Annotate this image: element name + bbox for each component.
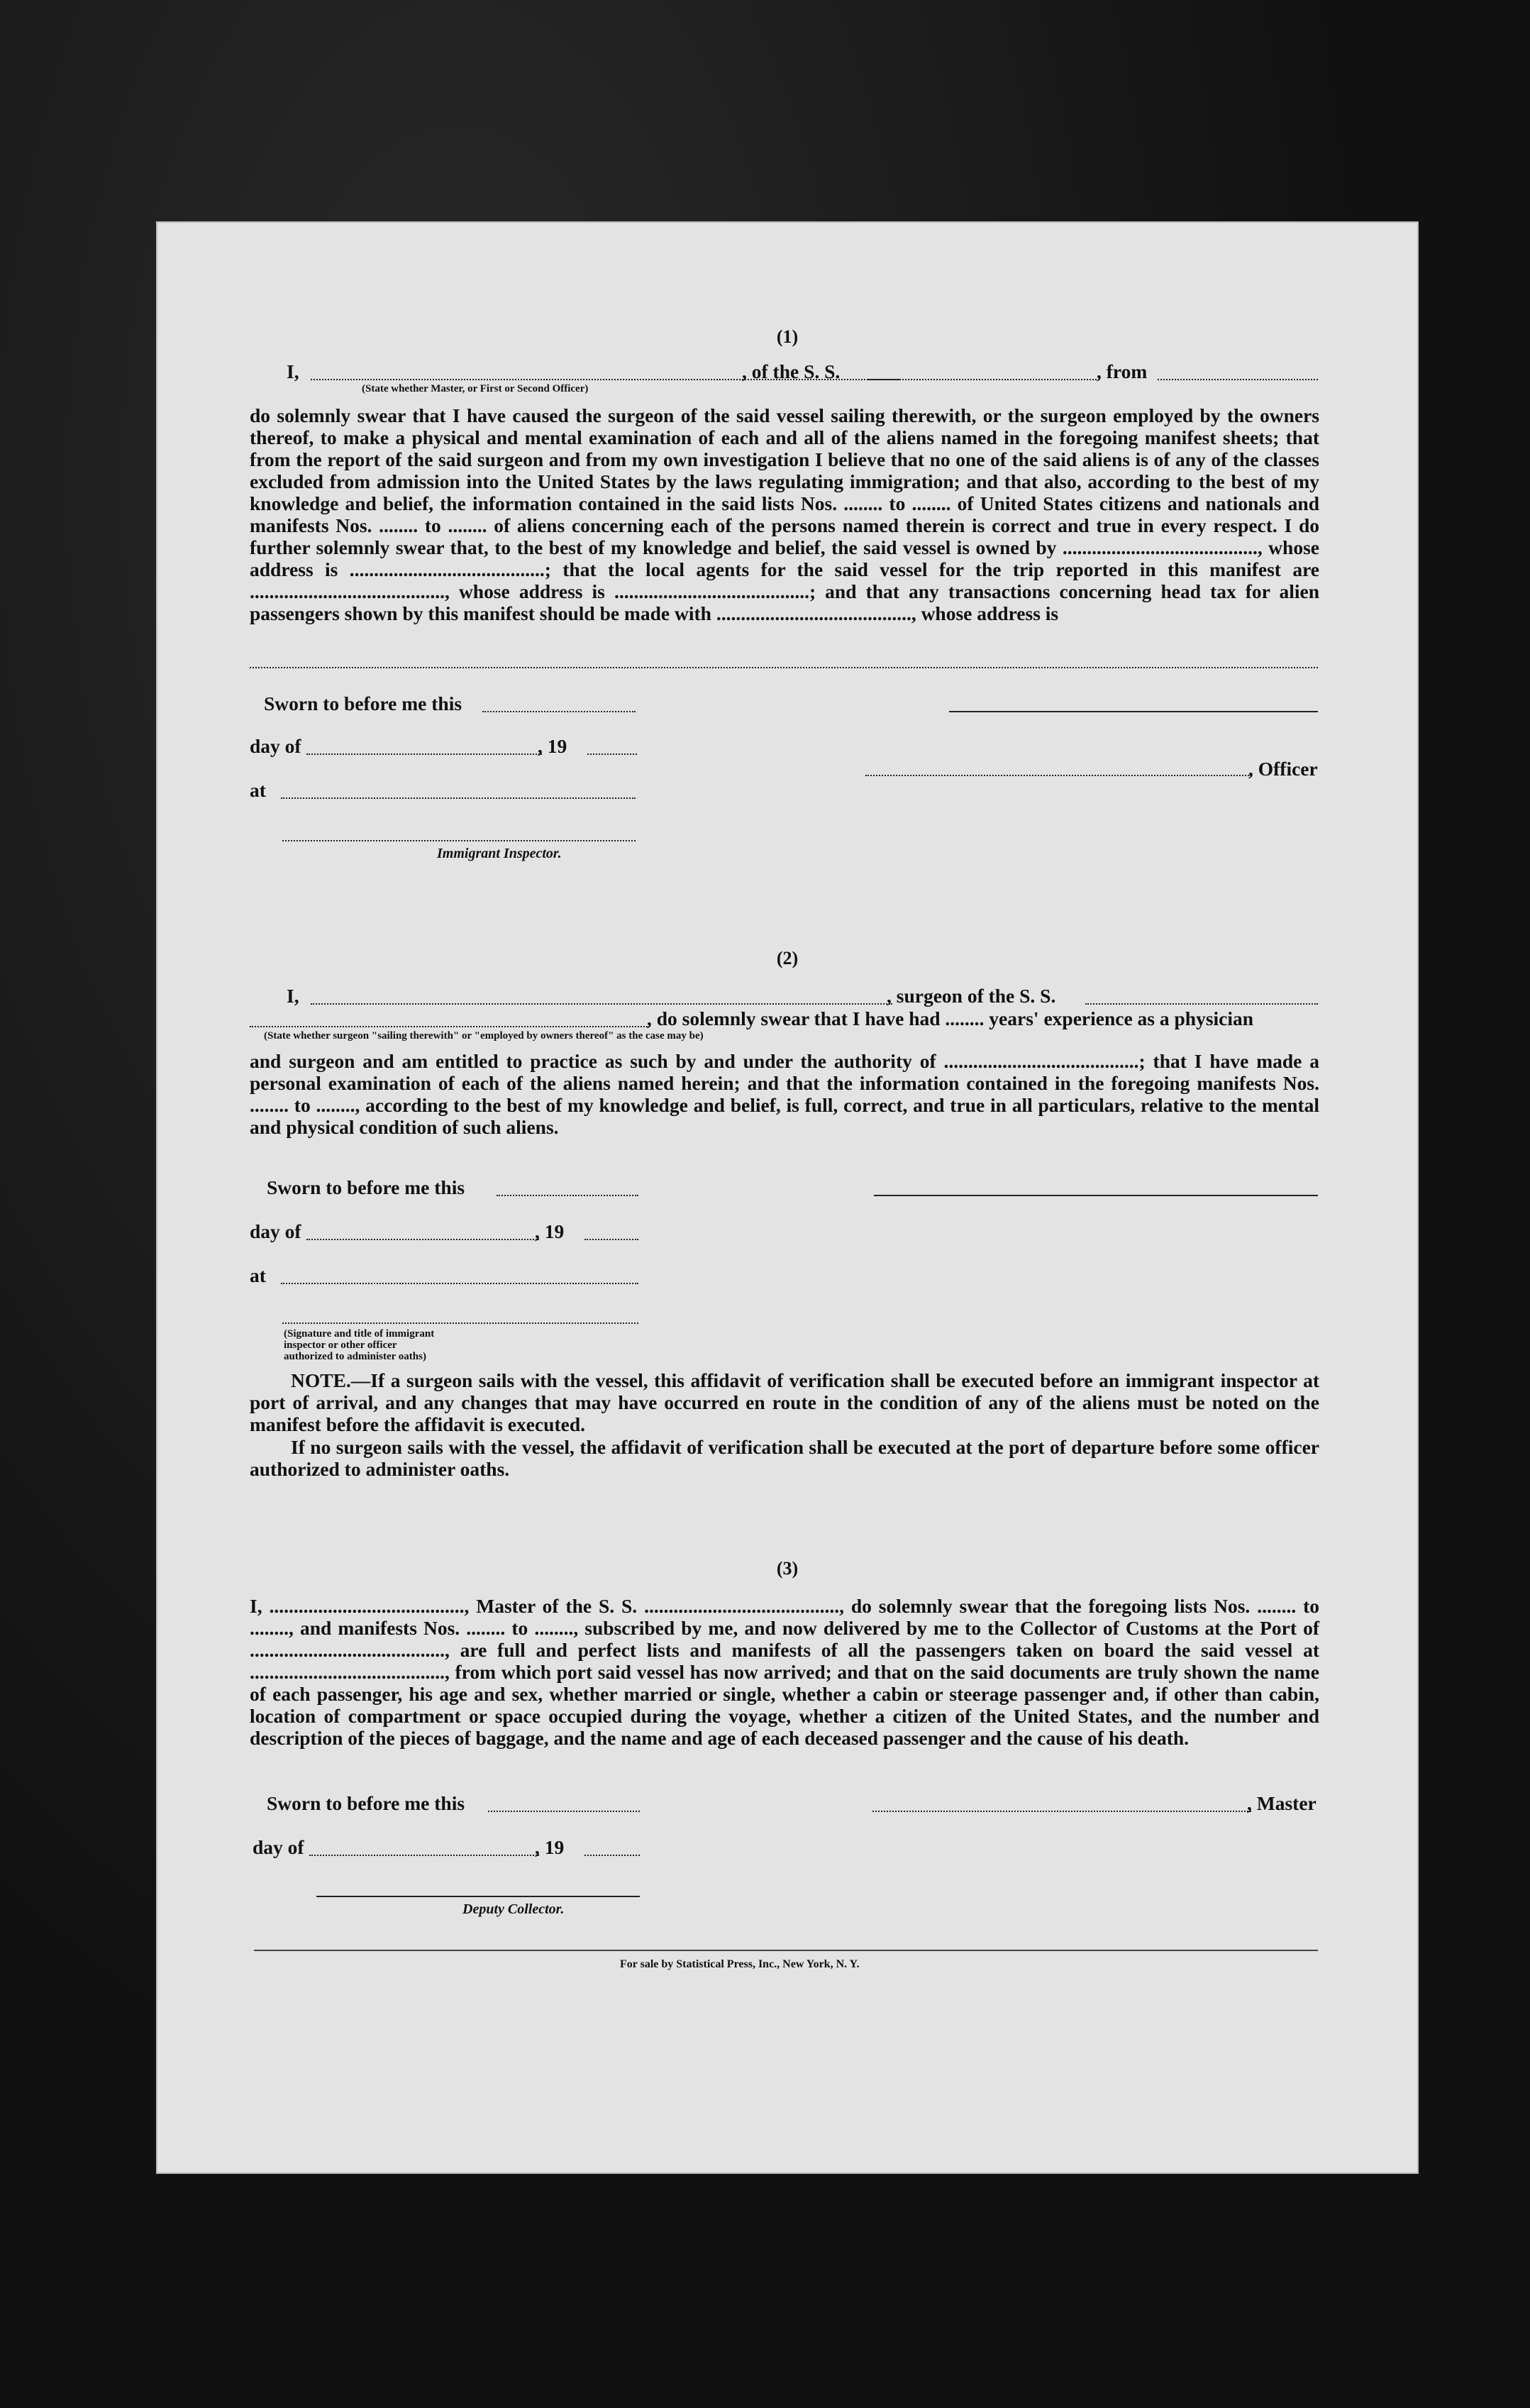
address-blank xyxy=(250,667,1318,668)
surgeon-note: (State whether surgeon "sailing therewith" or "employed by owners thereof" as the case may be) xyxy=(264,1030,704,1042)
day-of-label-2: day of xyxy=(250,1220,301,1242)
sworn-blank xyxy=(482,711,636,712)
vessel-blank xyxy=(868,379,1099,380)
year-blank-3 xyxy=(584,1855,640,1856)
officer-rule-top xyxy=(949,711,1318,712)
section-3-number: (3) xyxy=(776,1558,799,1579)
surgeon-line-2: , do solemnly swear that I have had ........ years' experience as a physician xyxy=(647,1007,1254,1029)
inspector-signature-line-2 xyxy=(282,1322,638,1324)
at-label-2: at xyxy=(250,1264,266,1286)
section-1-from: , from xyxy=(1097,360,1148,382)
day-blank-3 xyxy=(309,1855,539,1856)
at-blank-2 xyxy=(281,1283,638,1284)
section-2-i: I, xyxy=(287,985,299,1007)
sworn-blank-3 xyxy=(488,1811,640,1812)
day-blank xyxy=(306,753,542,755)
footer-rule xyxy=(254,1950,1318,1951)
surgeon-signature-line xyxy=(874,1195,1318,1196)
section-1-of-ss: , of the S. S. xyxy=(742,360,841,382)
year-blank-2 xyxy=(584,1239,638,1240)
manifest-back-page xyxy=(156,221,1419,2174)
sworn-blank-2 xyxy=(497,1195,638,1196)
year-label-2: , 19 xyxy=(535,1220,565,1242)
master-label: , Master xyxy=(1247,1792,1316,1814)
printer-credit: For sale by Statistical Press, Inc., New York, N. Y. xyxy=(620,1958,860,1970)
day-of-label-3: day of xyxy=(253,1836,304,1858)
day-blank-2 xyxy=(306,1239,539,1240)
at-label: at xyxy=(250,779,266,801)
section-1-body: do solemnly swear that I have caused the surgeon of the said vessel sailing therewith, or the surgeon employed by the owners thereof, to make a physical and mental examination of each and all of the aliens named in the foregoing manifest sheets; that from the report of the said surgeon and from my own investigation I believe that no one of the said aliens is of any of the classes excluded from admission into the United States by the laws regulating immigration; and that also, according to the best of my knowledge and belief, the information contained in the said lists Nos. ........ to ........ of United States citizens and nationals and manifests Nos. ........ to ........ of aliens concerning each of the persons named therein is correct and true in every respect. I do further solemnly swear that, to the best of my knowledge and belief, the said vessel is owned by ........................................, whose address is ........................................; that the local agents for the said vessel for the trip reported in this manifest are ........................................, whose address is ........................................; and that any transactions concerning head tax for alien passengers shown by this manifest should be made with ........................................, whose address is xyxy=(250,404,1319,624)
year-blank xyxy=(587,753,637,755)
port-blank xyxy=(1158,379,1318,380)
officer-note: (State whether Master, or First or Second Officer) xyxy=(362,383,589,394)
inspector-line xyxy=(282,840,636,841)
section-3-body: I, ........................................, Master of the S. S. ........................................, do solemnly swear that the foregoing lists Nos. ........ to ........, and manifests Nos. ........ to ........, subscribed by me, and now delivered by me to the Collector of Customs at the Port of ........................................, are full and perfect lists and manifests of all the passengers taken on board the said vessel at ........................................, from which port said vessel has now arrived; and that on the said documents are truly shown the name of each passenger, his age and sex, whether married or single, whether a cabin or steerage passenger and, if other than cabin, location of compartment or space occupied during the voyage, whether a citizen of the United States, and the number and description of the pieces of baggage, and the name and age of each deceased passenger and the cause of his death. xyxy=(250,1595,1319,1749)
day-of-label: day of xyxy=(250,735,301,757)
year-label: , 19 xyxy=(538,735,567,757)
sworn-label-3: Sworn to before me this xyxy=(267,1792,465,1814)
section-1-i: I, xyxy=(287,360,299,382)
section-2-number: (2) xyxy=(776,948,799,968)
officer-label: , Officer xyxy=(1248,758,1318,780)
officer-signature-line xyxy=(865,775,1251,776)
master-signature-line xyxy=(872,1811,1251,1812)
at-blank xyxy=(281,797,636,799)
signature-note: (Signature and title of immigrant inspector or other officer authorized to administer oaths) xyxy=(284,1328,435,1362)
surgeon-status-blank xyxy=(250,1026,650,1027)
deputy-collector-label: Deputy Collector. xyxy=(462,1901,565,1917)
sworn-label: Sworn to before me this xyxy=(264,692,462,714)
note-paragraph-1: NOTE.—If a surgeon sails with the vessel, this affidavit of verification shall be executed before an immigrant inspector at port of arrival, and any changes that may have occurred en route in the condition of any of the aliens must be noted on the manifest before the affidavit is executed. xyxy=(250,1369,1319,1435)
surgeon-vessel-blank xyxy=(1085,1003,1318,1005)
note-paragraph-2: If no surgeon sails with the vessel, the affidavit of verification shall be executed at the port of departure before some officer authorized to administer oaths. xyxy=(250,1436,1319,1480)
section-2-body: and surgeon and am entitled to practice as such by and under the authority of ........................................; that I have made a personal examination of each of the aliens named herein; and that the information contained in the foregoing manifests Nos. ........ to ........, according to the best of my knowledge and belief, is full, correct, and true in all particulars, relative to the mental and physical condition of such aliens. xyxy=(250,1050,1319,1138)
surgeon-of-ss: , surgeon of the S. S. xyxy=(887,985,1056,1007)
surgeon-name-blank xyxy=(311,1003,892,1005)
immigrant-inspector-label: Immigrant Inspector. xyxy=(437,846,562,861)
sworn-label-2: Sworn to before me this xyxy=(267,1176,465,1198)
collector-line xyxy=(316,1896,640,1897)
year-label-3: , 19 xyxy=(535,1836,565,1858)
section-1-number: (1) xyxy=(776,326,799,347)
